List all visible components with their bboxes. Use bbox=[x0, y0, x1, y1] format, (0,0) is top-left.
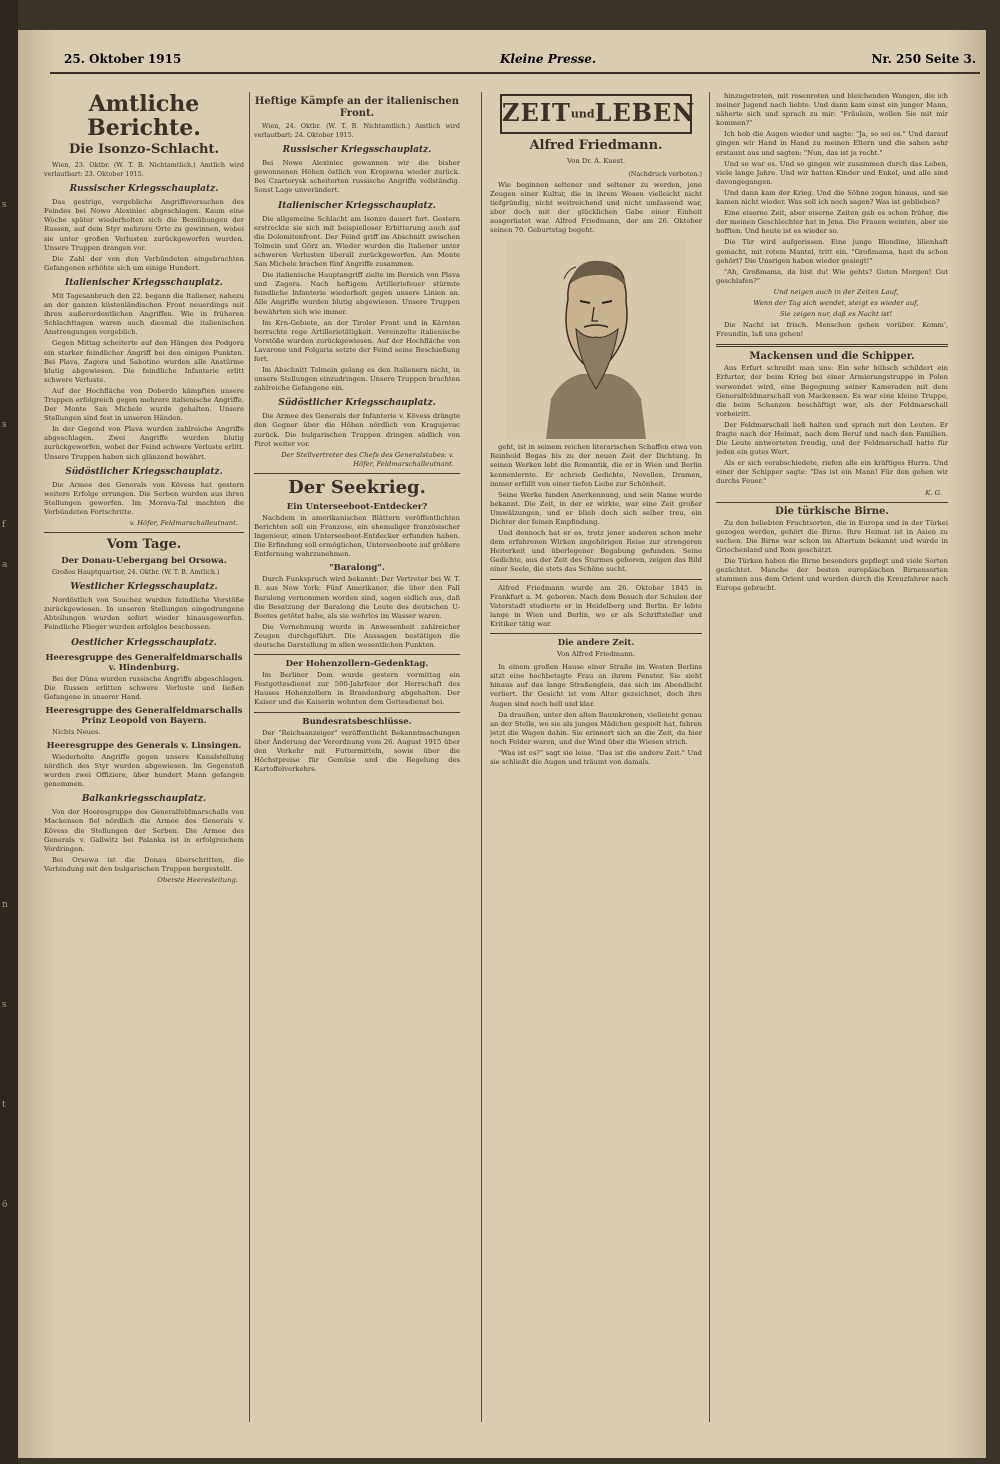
section-heading: Italienischer Kriegsschauplatz. bbox=[65, 277, 223, 288]
signature: K. G. bbox=[925, 488, 942, 497]
paragraph: Im Berliner Dom wurde gestern vormittag ein Festgottesdienst zur 500-Jahrfeier der Herrschaft des Hauses Hohenzollern in Brandenburg abgehalten. Der Kaiser und die Kaiserin wohnten dem Gottesdienst bei. bbox=[254, 671, 460, 707]
edge-fragment: t bbox=[2, 1100, 6, 1110]
army-group-heading: Heeresgruppe des Generalfeldmarschalls Prinz Leopold von Bayern. bbox=[45, 705, 243, 726]
masthead-word: ZEIT bbox=[502, 98, 571, 127]
edge-fragment: s bbox=[2, 420, 7, 430]
section-heading: Russischer Kriegsschauplatz. bbox=[69, 184, 219, 195]
paragraph: Bei der Düna wurden russische Angriffe abgeschlagen. Die Russen erlitten schwere Verluste und ließen Gefangene in unserer Hand. bbox=[44, 674, 244, 701]
paragraph: Die Tür wird aufgerissen. Eine junge Blondine, lilienhaft gemacht, mit rotem Mantel, tritt ein. "Großmama, hast du schon gehört? Die Unsrigen haben wieder gesiegt!" bbox=[716, 238, 948, 265]
paragraph: Nordöstlich von Souchez wurden feindliche Vorstöße zurückgewiesen. In unseren Stellungen eingedrungene Abteilungen wurden sofort wieder hinausgeworfen. Feindliche Flieger wurden erfolglos beschossen. bbox=[44, 596, 244, 632]
paragraph: Und dennoch hat er es, trotz jener anderen schon mehr dem erfahrenen Wirken angehörigen Reise zur strengeren Heiterkeit und überlegener Begabung gefunden. Seine Gedichte, aus der Zeit des Sturmes geboren, zeigen das Bild einer Seele, die stets das Schöne sucht. bbox=[490, 529, 702, 574]
paragraph: Die italienische Hauptangriff zielte im Bereich von Plava und Zagora. Nach heftigem Artilleriefeuer stürmte feindliche Infanterie wiederholt gegen unsere Linien an. Alle Angriffe wurden blutig abgewiesen. Unsere Truppen bewährten sich wie immer. bbox=[254, 271, 460, 316]
column-italian-front bbox=[254, 92, 460, 1428]
paragraph: In einem großen Hause einer Straße im Westen Berlins sitzt eine hochbetagte Frau an ihrem Fenster. Sie sieht hinaus auf das lange Straßengleis, das sich im Abendlicht verliert. Ihr Gesicht ist vom Alter gezeichnet, doch ihre Augen sind noch hell und klar. bbox=[490, 663, 702, 708]
paragraph: Die Nacht ist frisch. Menschen gehen vorüber. Komm', Freundin, laß uns gehen! bbox=[716, 321, 948, 339]
paragraph: Nichts Neues. bbox=[52, 727, 101, 736]
feature-masthead bbox=[500, 94, 696, 134]
paragraph: Die Armee des Generals der Infanterie v. Kövess drängte den Gegner über die Höhen nördlich von Kragujevac zurück. Die bulgarischen Truppen dringen südlich von Pirot weiter vor. bbox=[254, 412, 460, 448]
divider bbox=[716, 502, 948, 503]
column-zeit-und-leben bbox=[490, 92, 702, 1428]
article-title: Die türkische Birne. bbox=[775, 505, 889, 517]
paragraph: Aus Erfurt schreibt man uns: Ein sehr hübsch schildert ein Erfurter, der beim Krieg bei einer Armierungstruppe in Polen verwendet wird, eine Begegnung seiner Kameraden mit dem Generalfeldmarschall von Mackensen. Es war eine kleine Truppe, die beim Schanzen beschäftigt war, als der Feldmarschall vorbeiritt. bbox=[716, 364, 948, 418]
paragraph: Die allgemeine Schlacht am Isonzo dauert fort. Gestern erstreckte sie sich mit beispielloser Erbitterung auch auf die Dolomitenfront. Der Feind griff im Abschnitt zwischen Tolmein und Görz an. Wieder wurden die Italiener unter schweren Verlusten überall zurückgeworfen. Am Monte San Michele brachen fünf Angriffe zusammen. bbox=[254, 214, 460, 269]
section-heading: Italienischer Kriegsschauplatz. bbox=[278, 200, 436, 211]
army-group-heading: Heeresgruppe des Generals v. Linsingen. bbox=[46, 740, 242, 751]
paragraph: Zu den beliebten Fruchtsorten, die in Europa und in der Türkei gezogen werden, gehört die Birne. Ihre Heimat ist in Asien zu suchen. Die Birne war schon im Altertum bekannt und wurde in Griechenland und Rom geschätzt. bbox=[716, 518, 948, 554]
article-subtitle: Der Donau-Uebergang bei Orsowa. bbox=[61, 556, 227, 567]
paragraph: Und so war es. Und so gingen wir zusammen durch das Leben, viele lange Jahre. Und wir hatten Kinder und Enkel, und alle sind davongegangen. bbox=[716, 159, 948, 186]
section-heading: Russischer Kriegsschauplatz. bbox=[282, 145, 432, 156]
signature: v. Höfer, Feldmarschalleutnant. bbox=[129, 519, 238, 527]
paragraph: Die Zahl der von den Verbündeten eingebrachten Gefangenen erhöhte sich um einige Hundert. bbox=[44, 254, 244, 272]
article-title: Bundesratsbeschlüsse. bbox=[302, 716, 412, 727]
article-title: Die andere Zeit. bbox=[557, 638, 635, 649]
column-official-reports bbox=[44, 92, 244, 1428]
paragraph: Bei Orsowa ist die Donau überschritten, die Verbindung mit den bulgarischen Truppen hergestellt. bbox=[44, 855, 244, 873]
article-title: Der Hohenzollern-Gedenktag. bbox=[285, 659, 429, 670]
paragraph: Von der Heeresgruppe des Generalfeldmarschalls von Mackensen fiel nördlich die Armee des Generals v. Kövess die Stellungen der Serben. Die Armee des Generals v. Gallwitz bei Palanka ist in erfolgreichem Vordringen. bbox=[44, 808, 244, 853]
masthead-word: LEBEN bbox=[594, 98, 696, 127]
edge-fragment: s bbox=[2, 1000, 7, 1010]
column-divider bbox=[249, 92, 250, 1422]
page-header bbox=[50, 50, 980, 74]
paragraph: geht, ist in seinem reichen literarischen Schaffen etwa von Reinhold Begas bis zu der neuen Zeit der Dichtung. In seinen Werken lebt die Romantik, die er in Wien und Berlin kennenlernte. Er schrieb Gedichte, Novellen, Dramen, immer erfüllt von einer tiefen Liebe zur Schönheit. bbox=[490, 443, 702, 488]
dateline: Wien, 24. Oktbr. (W. T. B. Nichtamtlich.) Amtlich wird verlautbart: 24. Oktober 1915. bbox=[254, 122, 460, 140]
paragraph: Gegen Mittag scheiterte auf den Hängen des Podgora ein starker feindlicher Angriff bei den einigen Punkten. Bei Plava, Zagora und Sabotino wurden alle Anstürme blutig abgewiesen. Die feindliche Infanterie erlitt schwere Verluste. bbox=[44, 339, 244, 384]
edge-fragment: n bbox=[2, 900, 8, 910]
paragraph: Ich hob die Augen wieder und sagte: "Ja, so sei es." Und darauf gingen wir Hand in Hand zu meinen Eltern und die sahen sehr erstaunt aus und sagten: "Nun, das ist ja recht." bbox=[716, 130, 948, 157]
article-title: Vom Tage. bbox=[106, 537, 182, 553]
adjacent-page-edge bbox=[0, 0, 18, 1464]
masthead-word: und bbox=[570, 107, 595, 121]
divider bbox=[254, 473, 460, 474]
verse-line: Und neigen auch in der Zeiten Lauf, bbox=[773, 287, 899, 296]
verse-line: Sie zeigen nur, daß es Nacht ist! bbox=[779, 310, 893, 319]
section-heading: Südöstlicher Kriegsschauplatz. bbox=[278, 398, 436, 409]
army-group-heading: Heeresgruppe des Generalfeldmarschalls v. Hindenburg. bbox=[45, 652, 243, 673]
article-title: Alfred Friedmann. bbox=[529, 137, 663, 153]
paragraph: Das gestrige, vergebliche Angriffsversuchen des Feindes bei Nowo Alexiniec abgeschlagen. Kaum eine Woche später wiederholten sich die Bemühungen der Russen, auf dem Styr mehrere Orte zu gewinnen, wobei sie unter großen Verlusten zurückgeworfen wurden. Unsere Truppen drangen vor. bbox=[44, 198, 244, 252]
section-heading: Balkankriegsschauplatz. bbox=[81, 794, 207, 805]
column-divider bbox=[709, 92, 710, 1422]
paragraph: Der "Reichsanzeiger" veröffentlicht Bekanntmachungen über Änderung der Verordnung vom 26. August 1915 über den Verkehr mit Futtermitteln, sowie über die Höchstpreise für Gemüse und die Regelung des Kartoffelverkehrs. bbox=[254, 728, 460, 773]
paragraph: Die Armee des Generals von Kövess hat gestern weitere Erfolge errungen. Die Serben wurden aus ihren Stellungen geworfen. Im Morava-Tal machten die Verbündeten Fortschritte. bbox=[44, 480, 244, 516]
paragraph: Wie beginnen seltener und seltener zu werden, jene Zeugen einer Kultur, die in ihrem Wesen vielleicht nicht tiefgründig, nicht weitreichend und nicht umfassend war, aber doch mit der glücklichen Gabe einer Einheit ausgerüstet war. Alfred Friedmann, der am 26. Oktober seinen 70. Geburtstag begeht. bbox=[490, 180, 702, 235]
section-heading: Südöstlicher Kriegsschauplatz. bbox=[65, 466, 223, 477]
article-subtitle: Die Isonzo-Schlacht. bbox=[69, 142, 219, 157]
edge-fragment: ö bbox=[2, 1200, 8, 1210]
paragraph: Nachdem in amerikanischen Blättern veröffentlichten Berichten soll ein Franzose, ein ehemaliger französischer Ingenieur, einen Unterseeboot-Entdecker erfunden haben. Die Erfindung soll ermöglichen, Unterseeboote auf größere Entfernung wahrzunehmen. bbox=[254, 513, 460, 559]
portrait-illustration bbox=[506, 239, 686, 439]
reprint-note: (Nachdruck verboten.) bbox=[628, 169, 702, 178]
header-issue: Nr. 250 Seite 3. bbox=[871, 52, 976, 66]
byline: Von Alfred Friedmann. bbox=[556, 650, 636, 659]
paragraph: hinzugetreten, mit rosenroten und bleichenden Wangen, die ich meiner Jugend nach liebte. Und dann kam einst ein junger Mann, näherte sich und sprach zu mir: "Fräulein, wollen Sie mit mir kommen?" bbox=[716, 92, 948, 128]
article-title: Mackensen und die Schipper. bbox=[749, 351, 915, 363]
divider bbox=[490, 579, 702, 580]
article-title: Der Seekrieg. bbox=[288, 476, 426, 498]
column-divider bbox=[481, 92, 482, 1422]
paragraph: Der Feldmarschall ließ halten und sprach mit den Leuten. Er fragte nach der Heimat, nach dem Beruf und nach den Familien. Die Leute antworteten freudig, und der Feldmarschall hatte für jeden ein gutes Wort. bbox=[716, 420, 948, 457]
paragraph: Alfred Friedmann wurde am 26. Oktober 1845 in Frankfurt a. M. geboren. Nach dem Besuch der Schulen der Vaterstadt studierte er in Heidelberg und Berlin. Er lebte lange in Wien und Berlin, wo er als Schriftsteller und Kritiker tätig war. bbox=[490, 583, 702, 628]
divider bbox=[254, 712, 460, 713]
article-subtitle: "Baralong". bbox=[329, 563, 385, 574]
signature: Oberste Heeresleitung. bbox=[157, 875, 238, 884]
article-title: Heftige Kämpfe an der italienischen Front. bbox=[254, 96, 460, 119]
column-feuilleton bbox=[716, 92, 948, 1428]
paragraph: Die Vernehmung wurde in Anwesenheit zahlreicher Zeugen durchgeführt. Die Aussagen bestätigen die deutsche Darstellung in allen wesentlichen Punkten. bbox=[254, 622, 460, 650]
paragraph: Durch Funkspruch wird bekannt: Der Vertreter bei W. T. B. aus New York: Fünf Amerikaner, die über den Fall Baralong vernommen worden sind, sagen eidlich aus, daß die Besatzung der Baralong die Leute des deutschen U-Bootes getötet habe, als sie wehrlos im Wasser waren. bbox=[254, 575, 460, 620]
paragraph: Die Türken haben die Birne besonders gepflegt und viele Sorten gezüchtet. Manche der besten europäischen Birnensorten stammen aus dem Orient und wurden durch die Kreuzfahrer nach Europa gebracht. bbox=[716, 557, 948, 593]
divider bbox=[716, 344, 948, 347]
paragraph: "Ah, Großmama, da bist du! Wie gehts? Guten Morgen! Gut geschlafen?" bbox=[716, 267, 948, 285]
paragraph: Eine eiserne Zeit, aber eiserne Zeiten gab es schon früher, die der meinen Geschlechter hat in Jena. Die Frauen weinten, aber sie hofften. Und heute ist es wieder so. bbox=[716, 209, 948, 236]
article-title: Amtliche Berichte. bbox=[87, 92, 201, 141]
verse-line: Wenn der Tag sich wendet, steigt es wieder auf, bbox=[753, 298, 919, 307]
section-heading: Westlicher Kriegsschauplatz. bbox=[70, 582, 218, 593]
paragraph: Da draußen, unter den alten Baumkronen, vielleicht genau an der Stelle, wo sie als junges Mädchen gespielt hat, fahren jetzt die Wagen dahin. Sie erinnert sich an die Zeit, da hier noch Felder waren, und der Wind über die Wiesen strich. bbox=[490, 710, 702, 746]
dateline: Wien, 23. Oktbr. (W. T. B. Nichtamtlich.) Amtlich wird verlautbart: 23. Oktober 1915. bbox=[44, 161, 244, 179]
signature: Der Stellvertreter des Chefs des Generalstabes: v. Höfer, Feldmarschalleutnant. bbox=[281, 450, 454, 468]
section-heading: Oestlicher Kriegsschauplatz. bbox=[71, 637, 217, 648]
edge-fragment: f bbox=[2, 520, 6, 530]
paragraph: Mit Tagesanbruch den 22. begann die Italiener, nahezu an der ganzen küstenländischen Front neuerdings mit ihren außerordentlichen Angriffen. Wie in früheren Schlachttagen waren auch diesmal die italienischen Anstrengungen vergeblich. bbox=[44, 291, 244, 337]
divider bbox=[490, 633, 702, 634]
paragraph: Seine Werke fanden Anerkennung, und sein Name wurde bekannt. Die Zeit, in der er wirkte, war eine Zeit großer Umwälzungen, und er blieb doch sich selber treu, ein Dichter der feinen Empfindung. bbox=[490, 490, 702, 526]
header-paper-name: Kleine Presse. bbox=[500, 52, 597, 66]
dateline: Großes Hauptquartier, 24. Oktbr. (W. T. B. Amtlich.) bbox=[52, 568, 220, 577]
paragraph: In der Gegend von Plava wurden zahlreiche Angriffe abgeschlagen. Zwei Angriffe wurden blutig zurückgeworfen, wobei der Feind schwere Verluste erlitt. Unsere Truppen haben sich glänzend bewährt. bbox=[44, 425, 244, 461]
edge-fragment: s bbox=[2, 200, 7, 210]
paragraph: Und dann kam der Krieg. Und die Söhne zogen hinaus, und sie kamen nicht wieder. Was soll ich noch sagen? Was ist geblieben? bbox=[716, 188, 948, 207]
edge-fragment: a bbox=[2, 560, 8, 570]
header-date: 25. Oktober 1915 bbox=[64, 52, 182, 66]
byline: Von Dr. A. Kuest. bbox=[566, 156, 626, 165]
paragraph: Im Abschnitt Tolmein gelang es den Italienern nicht, in unsere Stellungen einzudringen. Unsere Truppen brachten zahlreiche Gefangene ein. bbox=[254, 366, 460, 393]
divider bbox=[254, 654, 460, 655]
paragraph: Als er sich verabschiedete, riefen alle ein kräftiges Hurra. Und einer der Schipper sagte: "Das ist ein Mann! Für den gehen wir durchs Feuer." bbox=[716, 459, 948, 486]
divider bbox=[44, 532, 244, 533]
paragraph: Auf der Hochfläche von Doberdo kämpften unsere Truppen erfolgreich gegen mehrere italienische Angriffe. Der Monte San Michele wurde gehalten. Unsere Stellungen sind fest in unseren Händen. bbox=[44, 386, 244, 423]
paragraph: Bei Nowo Alexiniec gewannen wir die bisher gewonnenen Höhen östlich von Kropiwna wieder zurück. Bei Czartorysk scheiterten russische Angriffe vollständig. Sonst Lage unverändert. bbox=[254, 159, 460, 195]
paragraph: Wiederholte Angriffe gegen unsere Kanalstellung nördlich des Styr wurden abgewiesen. Im Gegenstoß wurden zwei Offiziere, über hundert Mann gefangen genommen. bbox=[44, 752, 244, 789]
article-subtitle: Ein Unterseeboot-Entdecker? bbox=[286, 501, 428, 512]
paragraph: "Was ist es?" sagt sie leise. "Das ist die andere Zeit." Und sie schließt die Augen und träumt von damals. bbox=[490, 748, 702, 767]
paragraph: Im Krn-Gebiete, an der Tiroler Front und in Kärnten herrschte rege Artillerietätigkeit. Vereinzelte italienische Vorstöße wurden zurückgewiesen. Auf der Hochfläche von Lavarone und Folgaria setzte der Feind seine Beschießung fort. bbox=[254, 318, 460, 363]
